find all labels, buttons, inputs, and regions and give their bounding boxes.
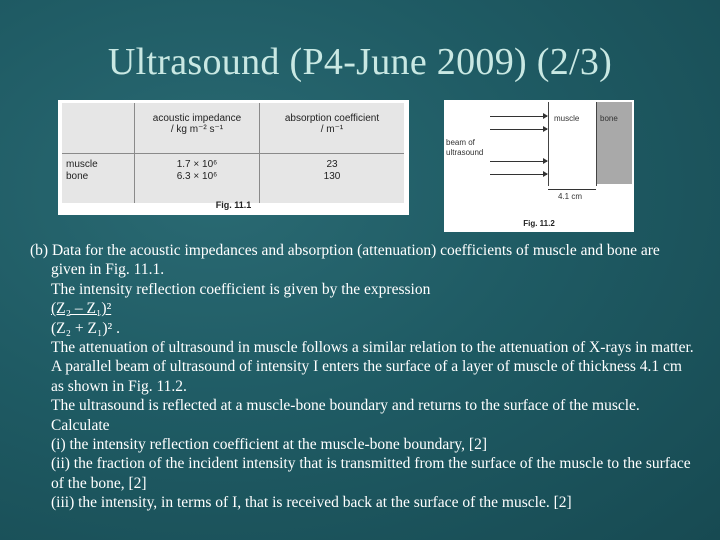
beam-label-line1: beam of [446, 138, 475, 147]
formula-numerator: (Z₂ – Z₁)² [51, 300, 112, 318]
absorption-muscle: 23 [326, 159, 338, 170]
beam-arrow [490, 116, 547, 117]
muscle-label: muscle [554, 114, 580, 123]
absorption-bone: 130 [323, 171, 341, 182]
header-unit: / kg m⁻² s⁻¹ [170, 124, 224, 135]
muscle-surface-line [548, 102, 549, 186]
table-body-row [62, 154, 404, 204]
beam-label-line2: ultrasound [446, 148, 484, 157]
question-i: (i) the intensity reflection coefficient at the muscle-bone boundary, [2] [51, 436, 487, 454]
material-bone: bone [66, 171, 89, 182]
reflection-paragraph: The ultrasound is reflected at a muscle-bone boundary and returns to the surface of the muscle. Calculate [51, 397, 640, 434]
question-ii: (ii) the fraction of the incident intensity that is transmitted from the surface of the muscle to the surface of the bone, [2] [51, 455, 691, 492]
reflection-coefficient-intro: The intensity reflection coefficient is given by the expression [51, 280, 431, 298]
header-label: acoustic impedance [152, 113, 242, 124]
question-text [30, 241, 695, 513]
header-absorption-coefficient [260, 103, 405, 154]
table-header-row [62, 103, 404, 154]
beam-arrow [490, 161, 547, 162]
beam-arrow [490, 129, 547, 130]
header-acoustic-impedance [135, 103, 260, 154]
thickness-dimension-line [548, 189, 596, 190]
fig-11-2-caption: Fig. 11.2 [523, 219, 555, 228]
material-cell [62, 154, 135, 204]
attenuation-paragraph: The attenuation of ultrasound in muscle follows a similar relation to the attenuation of X-rays in matter. A parallel beam of ultrasound of intensity I enters the surface of a layer of muscle of thickness 4.1 cm as shown in Fig. 11.2. [51, 339, 694, 395]
header-label: absorption coefficient [284, 113, 380, 124]
fig-11-1-caption: Fig. 11.1 [215, 200, 252, 210]
material-muscle: muscle [66, 159, 98, 170]
muscle-bone-boundary-line [596, 102, 597, 186]
slide-title: Ultrasound (P4-June 2009) (2/3) [107, 41, 613, 83]
bone-label: bone [600, 114, 618, 123]
question-iii: (iii) the intensity, in terms of I, that is received back at the surface of the muscle. [2] [51, 494, 572, 512]
header-cell-empty [62, 103, 135, 154]
fig-11-2 [444, 100, 634, 232]
header-unit: / m⁻¹ [320, 124, 344, 135]
impedance-bone: 6.3 × 10⁶ [176, 171, 218, 182]
impedance-muscle: 1.7 × 10⁶ [176, 159, 218, 170]
thickness-label: 4.1 cm [558, 192, 583, 201]
fig-11-1 [58, 100, 409, 215]
question-intro: (b) Data for the acoustic impedances and absorption (attenuation) coefficients of muscle and bone are given in Fig. 11.1. [30, 242, 660, 279]
absorption-cell [260, 154, 405, 204]
formula-denominator: (Z₂ + Z₁)² . [51, 319, 120, 337]
impedance-cell [135, 154, 260, 204]
data-table [62, 103, 404, 203]
beam-arrow [490, 174, 547, 175]
